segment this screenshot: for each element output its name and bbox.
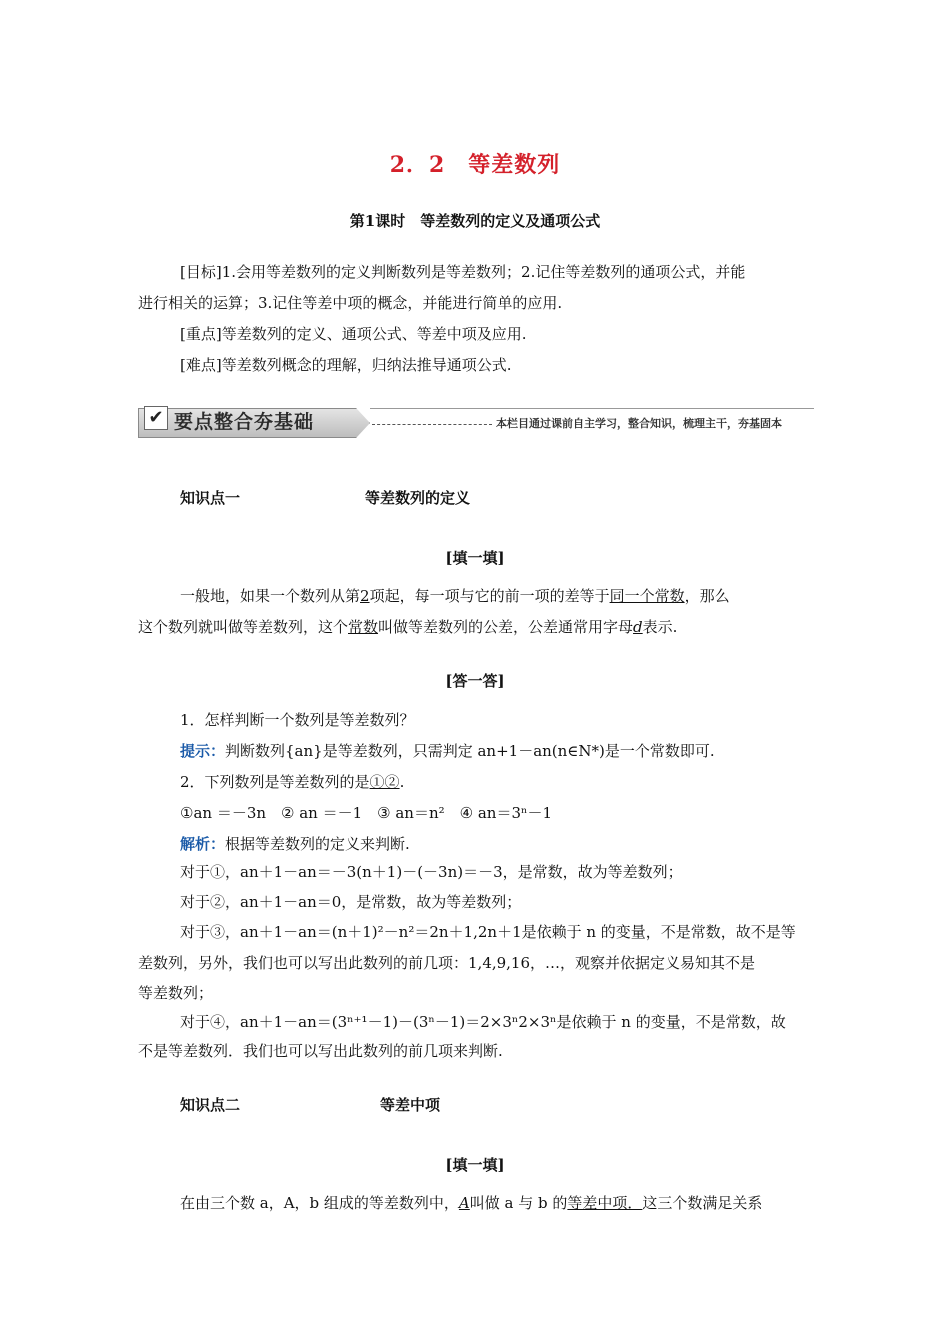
definition-text: ，那么 <box>684 587 730 605</box>
blank-answer: A <box>458 1194 470 1212</box>
blank-answer: 2 <box>360 587 370 605</box>
blank-answer: d <box>633 618 643 636</box>
section2-heading <box>180 1095 820 1115</box>
blank-answer: 等差中项． <box>567 1194 643 1212</box>
case-3-cont: 差数列，另外，我们也可以写出此数列的前几项：1,4,9,16，…，观察并依据定义易知其不是 <box>138 954 756 972</box>
middle-term-text: 这三个数满足关系 <box>642 1194 763 1212</box>
definition-text: 一般地，如果一个数列从第 <box>180 587 361 605</box>
definition-text: 表示. <box>642 618 678 636</box>
definition-text: 叫做等差数列的公差，公差通常用字母 <box>378 618 634 636</box>
question-answer: ①② <box>369 773 400 791</box>
check-icon: ✔ <box>144 406 168 430</box>
question-1: 1．怎样判断一个数列是等差数列？ <box>180 711 415 729</box>
banner-note: 本栏目通过课前自主学习，整合知识，梳理主干，夯基固本 <box>496 417 782 430</box>
lesson-subtitle: 第1课时 等差数列的定义及通项公式 <box>349 212 601 230</box>
case-1: 对于①，an＋1－an＝－3(n＋1)－(－3n)＝－3，是常数，故为等差数列； <box>180 863 683 881</box>
section2-number: 知识点二 <box>180 1096 241 1114</box>
qa-label: [答一答] <box>445 672 505 690</box>
question-2 <box>180 772 820 792</box>
middle-term-text: 在由三个数 a，A，b 组成的等差数列中， <box>180 1194 459 1212</box>
key-text: 等差数列的定义、通项公式、等差中项及应用. <box>221 325 527 343</box>
definition-line-1 <box>180 586 820 606</box>
case-2: 对于②，an＋1－an＝0，是常数，故为等差数列； <box>180 893 522 911</box>
definition-text: 这个数列就叫做等差数列，这个 <box>138 618 349 636</box>
middle-term-line <box>180 1193 820 1213</box>
question-text: . <box>399 773 405 791</box>
target-text: 1.会用等差数列的定义判断数列是等差数列；2.记住等差数列的通项公式，并能 <box>221 263 746 281</box>
section1-title: 等差数列的定义 <box>365 489 471 507</box>
target-line <box>180 262 820 282</box>
target-line-2: 进行相关的运算；3.记住等差中项的概念，并能进行简单的应用. <box>138 294 563 312</box>
difficulty-text: 等差数列概念的理解，归纳法推导通项公式. <box>221 356 512 374</box>
options-line: ①an ＝－3n ② an ＝－1 ③ an＝n² ④ an＝3ⁿ－1 <box>180 804 553 822</box>
middle-term-text: 叫做 a 与 b 的 <box>469 1194 568 1212</box>
target-label: [目标] <box>180 263 222 281</box>
blank-answer: 同一个常数 <box>609 587 685 605</box>
question-text: 2．下列数列是等差数列的是 <box>180 773 370 791</box>
section1-heading <box>180 488 820 508</box>
fill-label-2: [填一填] <box>445 1156 505 1174</box>
hint-line <box>180 741 820 761</box>
banner-dash <box>372 424 492 425</box>
banner-label: 要点整合夯基础 <box>174 411 315 433</box>
blank-answer: 常数 <box>348 618 379 636</box>
difficulty-label: [难点] <box>180 356 222 374</box>
case-4: 对于④，an＋1－an＝(3ⁿ⁺¹－1)－(3ⁿ－1)＝2×3ⁿ2×3ⁿ是依赖于 n 的变量，不是常数，故 <box>180 1013 786 1031</box>
case-4-cont: 不是等差数列．我们也可以写出此数列的前几项来判断. <box>138 1042 503 1060</box>
hint-text: 判断数列{an}是等差数列，只需判定 an+1－an(n∈N*)是一个常数即可. <box>225 742 715 760</box>
banner-rule <box>370 408 814 409</box>
page-title: 2．2 等差数列 <box>389 152 561 178</box>
definition-text: 项起，每一项与它的前一项的差等于 <box>369 587 610 605</box>
section-banner <box>138 404 814 440</box>
analysis-text: 根据等差数列的定义来判断. <box>225 835 410 853</box>
analysis-line <box>180 834 820 854</box>
key-line <box>180 324 820 344</box>
section1-number: 知识点一 <box>180 489 241 507</box>
case-3-end: 等差数列； <box>138 984 214 1002</box>
difficulty-line <box>180 355 820 375</box>
case-3: 对于③，an＋1－an＝(n＋1)²－n²＝2n＋1,2n＋1是依赖于 n 的变量，不是常数，故不是等 <box>180 923 796 941</box>
definition-line-2 <box>138 617 818 637</box>
key-label: [重点] <box>180 325 222 343</box>
analysis-label: 解析： <box>180 835 226 853</box>
section2-title: 等差中项 <box>380 1096 441 1114</box>
fill-label-1: [填一填] <box>445 549 505 567</box>
hint-label: 提示： <box>180 742 226 760</box>
